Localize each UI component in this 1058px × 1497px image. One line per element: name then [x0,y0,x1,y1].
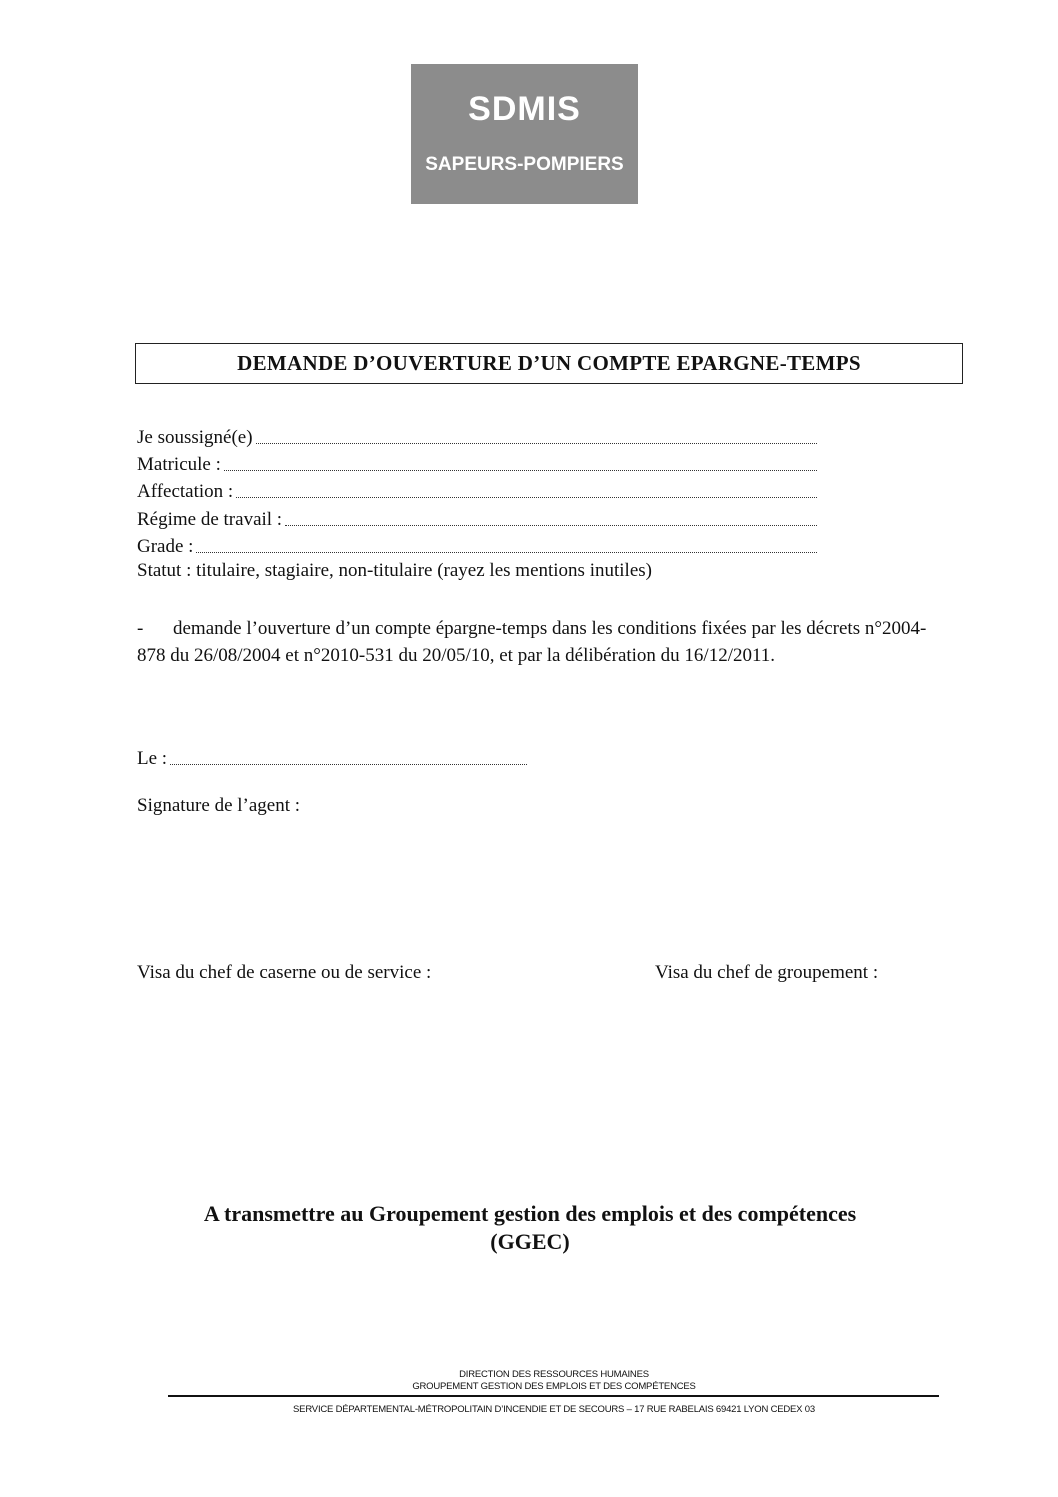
document-title: DEMANDE D’OUVERTURE D’UN COMPTE EPARGNE-TEMPS [135,343,963,384]
date-label: Le : [137,748,168,769]
field-regime-label: Régime de travail : [137,509,283,530]
footer-divider [168,1395,939,1397]
request-paragraph [137,615,937,669]
transmit-note-line2: (GGEC) [490,1229,570,1254]
footer-direction: DIRECTION DES RESSOURCES HUMAINES [459,1369,649,1380]
field-affectation-line[interactable] [236,496,817,498]
date-line[interactable] [170,763,527,765]
logo-subtitle: SAPEURS-POMPIERS [425,154,624,175]
request-dash: - [137,618,144,639]
signature-label: Signature de l’agent : [137,795,301,816]
request-text: demande l’ouverture d’un compte épargne-temps dans les conditions fixées par les décrets n°2004-878 du 26/08/2004 et n°2010-531 du 20/05/10, et par la délibération du 16/12/2011. [137,618,927,666]
logo-title: SDMIS [468,90,581,128]
field-grade-label: Grade : [137,536,194,557]
field-affectation-label: Affectation : [137,481,234,502]
field-soussigne[interactable] [137,423,817,449]
transmit-note-line1: A transmettre au Groupement gestion des emplois et des compétences [203,1201,857,1226]
field-soussigne-label: Je soussigné(e) [137,427,253,448]
field-grade-line[interactable] [196,551,817,553]
footer-groupement: GROUPEMENT GESTION DES EMPLOIS ET DES COMPÉTENCES [412,1381,696,1392]
date-field[interactable] [137,744,527,770]
field-matricule-line[interactable] [224,469,817,471]
footer-address: SERVICE DÉPARTEMENTAL-MÉTROPOLITAIN D’INCENDIE ET DE SECOURS – 17 RUE RABELAIS 69421 LYON CEDEX 03 [293,1404,815,1415]
statut-line: Statut : titulaire, stagiaire, non-titulaire (rayez les mentions inutiles) [137,560,652,581]
sdmis-logo [411,64,638,204]
field-soussigne-line[interactable] [256,442,817,444]
visa-chef-groupement: Visa du chef de groupement : [655,962,879,983]
field-regime-line[interactable] [285,524,817,526]
field-matricule-label: Matricule : [137,454,221,475]
field-affectation[interactable] [137,477,817,503]
field-grade[interactable] [137,532,817,558]
field-matricule[interactable] [137,450,817,476]
field-regime[interactable] [137,505,817,531]
visa-chef-caserne: Visa du chef de caserne ou de service : [137,962,432,983]
transmit-note [130,1200,930,1256]
